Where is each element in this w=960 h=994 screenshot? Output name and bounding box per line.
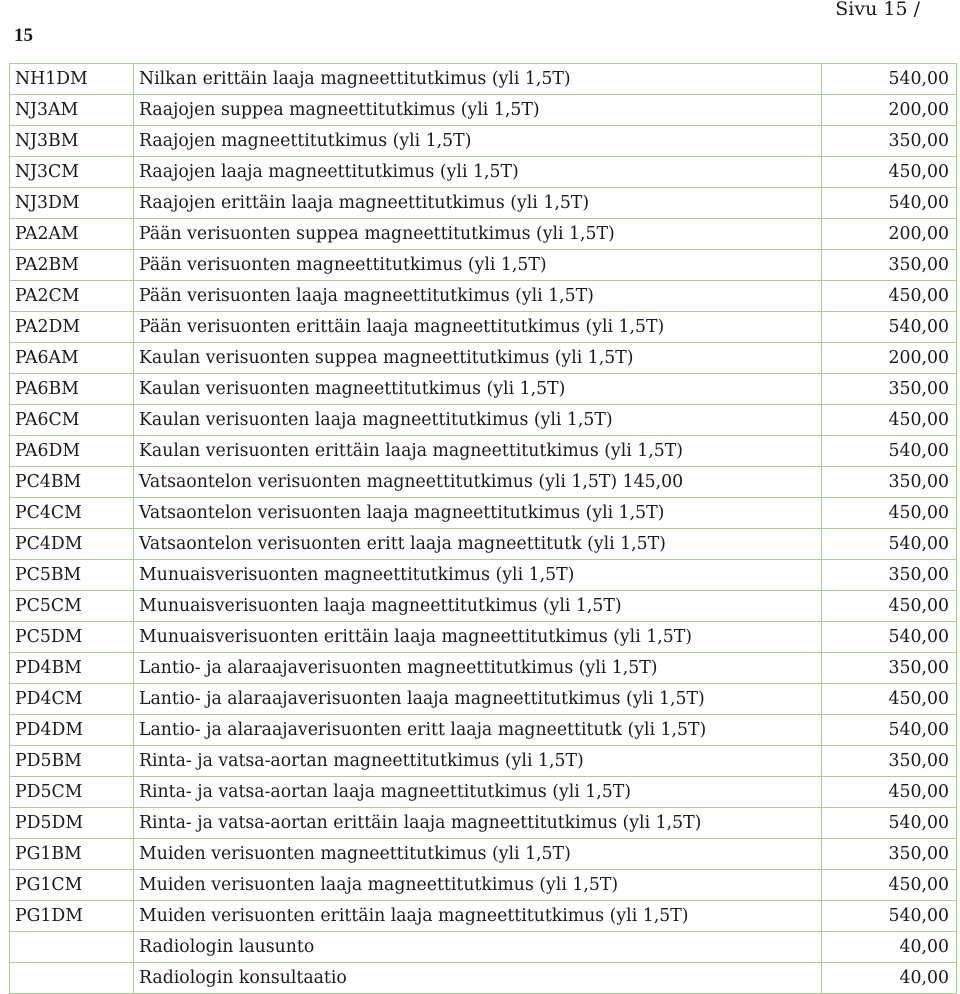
code-cell: PA2DM xyxy=(10,312,134,343)
table-row xyxy=(10,436,957,467)
price-cell: 450,00 xyxy=(822,870,957,901)
price-cell: 350,00 xyxy=(822,126,957,157)
page-number: 15 xyxy=(14,25,33,46)
price-table xyxy=(9,63,957,994)
code-cell: PC5CM xyxy=(10,591,134,622)
table-row xyxy=(10,777,957,808)
description-cell: Munuaisverisuonten laaja magneettitutkimus (yli 1,5T) xyxy=(134,591,822,622)
price-cell: 350,00 xyxy=(822,467,957,498)
price-cell: 350,00 xyxy=(822,839,957,870)
table-row xyxy=(10,312,957,343)
code-cell: NJ3DM xyxy=(10,188,134,219)
code-cell: PA2BM xyxy=(10,250,134,281)
table-row xyxy=(10,219,957,250)
price-cell: 540,00 xyxy=(822,715,957,746)
description-cell: Rinta- ja vatsa-aortan magneettitutkimus (yli 1,5T) xyxy=(134,746,822,777)
table-row xyxy=(10,498,957,529)
price-cell: 200,00 xyxy=(822,343,957,374)
description-cell: Raajojen magneettitutkimus (yli 1,5T) xyxy=(134,126,822,157)
price-cell: 540,00 xyxy=(822,808,957,839)
description-cell: Vatsaontelon verisuonten eritt laaja magneettitutk (yli 1,5T) xyxy=(134,529,822,560)
description-cell: Munuaisverisuonten magneettitutkimus (yli 1,5T) xyxy=(134,560,822,591)
description-cell: Muiden verisuonten laaja magneettitutkimus (yli 1,5T) xyxy=(134,870,822,901)
code-cell: NJ3AM xyxy=(10,95,134,126)
table-row xyxy=(10,157,957,188)
table-row xyxy=(10,653,957,684)
table-row xyxy=(10,250,957,281)
code-cell: PC5BM xyxy=(10,560,134,591)
table-row xyxy=(10,529,957,560)
code-cell: NJ3BM xyxy=(10,126,134,157)
code-cell xyxy=(10,932,134,963)
code-cell: NH1DM xyxy=(10,64,134,95)
price-cell: 200,00 xyxy=(822,219,957,250)
price-cell: 450,00 xyxy=(822,405,957,436)
description-cell: Lantio- ja alaraajaverisuonten eritt laaja magneettitutk (yli 1,5T) xyxy=(134,715,822,746)
description-cell: Muiden verisuonten magneettitutkimus (yli 1,5T) xyxy=(134,839,822,870)
code-cell: PC4BM xyxy=(10,467,134,498)
table-row xyxy=(10,560,957,591)
description-cell: Raajojen erittäin laaja magneettitutkimus (yli 1,5T) xyxy=(134,188,822,219)
code-cell: PD4CM xyxy=(10,684,134,715)
code-cell: PD4BM xyxy=(10,653,134,684)
table-row xyxy=(10,715,957,746)
code-cell: NJ3CM xyxy=(10,157,134,188)
description-cell: Muiden verisuonten erittäin laaja magneettitutkimus (yli 1,5T) xyxy=(134,901,822,932)
price-cell: 40,00 xyxy=(822,932,957,963)
price-cell: 540,00 xyxy=(822,312,957,343)
code-cell: PA6DM xyxy=(10,436,134,467)
description-cell: Pään verisuonten suppea magneettitutkimus (yli 1,5T) xyxy=(134,219,822,250)
price-cell: 350,00 xyxy=(822,746,957,777)
code-cell: PA2CM xyxy=(10,281,134,312)
code-cell: PD5BM xyxy=(10,746,134,777)
code-cell: PD5DM xyxy=(10,808,134,839)
description-cell: Vatsaontelon verisuonten magneettitutkimus (yli 1,5T) 145,00 xyxy=(134,467,822,498)
description-cell: Nilkan erittäin laaja magneettitutkimus (yli 1,5T) xyxy=(134,64,822,95)
description-cell: Radiologin konsultaatio xyxy=(134,963,822,994)
code-cell xyxy=(10,963,134,994)
table-row xyxy=(10,188,957,219)
price-table-body xyxy=(10,64,957,994)
code-cell: PA6CM xyxy=(10,405,134,436)
table-row xyxy=(10,467,957,498)
table-row xyxy=(10,343,957,374)
table-row xyxy=(10,591,957,622)
table-row xyxy=(10,684,957,715)
code-cell: PG1CM xyxy=(10,870,134,901)
description-cell: Kaulan verisuonten laaja magneettitutkimus (yli 1,5T) xyxy=(134,405,822,436)
price-cell: 450,00 xyxy=(822,281,957,312)
description-cell: Kaulan verisuonten erittäin laaja magneettitutkimus (yli 1,5T) xyxy=(134,436,822,467)
table-row xyxy=(10,932,957,963)
code-cell: PC5DM xyxy=(10,622,134,653)
description-cell: Radiologin lausunto xyxy=(134,932,822,963)
price-cell: 450,00 xyxy=(822,684,957,715)
table-row xyxy=(10,839,957,870)
description-cell: Rinta- ja vatsa-aortan laaja magneettitutkimus (yli 1,5T) xyxy=(134,777,822,808)
price-cell: 450,00 xyxy=(822,157,957,188)
table-row xyxy=(10,870,957,901)
code-cell: PD5CM xyxy=(10,777,134,808)
table-row xyxy=(10,95,957,126)
table-row xyxy=(10,405,957,436)
price-cell: 540,00 xyxy=(822,901,957,932)
description-cell: Pään verisuonten magneettitutkimus (yli 1,5T) xyxy=(134,250,822,281)
code-cell: PG1DM xyxy=(10,901,134,932)
description-cell: Munuaisverisuonten erittäin laaja magneettitutkimus (yli 1,5T) xyxy=(134,622,822,653)
price-cell: 540,00 xyxy=(822,64,957,95)
price-cell: 540,00 xyxy=(822,622,957,653)
description-cell: Raajojen laaja magneettitutkimus (yli 1,5T) xyxy=(134,157,822,188)
code-cell: PA6BM xyxy=(10,374,134,405)
price-cell: 450,00 xyxy=(822,777,957,808)
price-cell: 350,00 xyxy=(822,250,957,281)
table-row xyxy=(10,281,957,312)
table-row xyxy=(10,746,957,777)
page-label: Sivu 15 / xyxy=(835,0,920,20)
description-cell: Vatsaontelon verisuonten laaja magneettitutkimus (yli 1,5T) xyxy=(134,498,822,529)
description-cell: Rinta- ja vatsa-aortan erittäin laaja magneettitutkimus (yli 1,5T) xyxy=(134,808,822,839)
code-cell: PC4DM xyxy=(10,529,134,560)
description-cell: Raajojen suppea magneettitutkimus (yli 1,5T) xyxy=(134,95,822,126)
description-cell: Pään verisuonten erittäin laaja magneettitutkimus (yli 1,5T) xyxy=(134,312,822,343)
table-row xyxy=(10,901,957,932)
price-cell: 540,00 xyxy=(822,188,957,219)
table-row xyxy=(10,808,957,839)
table-row xyxy=(10,374,957,405)
code-cell: PA6AM xyxy=(10,343,134,374)
price-cell: 40,00 xyxy=(822,963,957,994)
code-cell: PD4DM xyxy=(10,715,134,746)
description-cell: Kaulan verisuonten suppea magneettitutkimus (yli 1,5T) xyxy=(134,343,822,374)
table-row xyxy=(10,622,957,653)
table-row xyxy=(10,126,957,157)
description-cell: Pään verisuonten laaja magneettitutkimus (yli 1,5T) xyxy=(134,281,822,312)
code-cell: PA2AM xyxy=(10,219,134,250)
price-cell: 540,00 xyxy=(822,436,957,467)
table-row xyxy=(10,64,957,95)
price-cell: 350,00 xyxy=(822,560,957,591)
table-row xyxy=(10,963,957,994)
code-cell: PG1BM xyxy=(10,839,134,870)
price-cell: 200,00 xyxy=(822,95,957,126)
description-cell: Lantio- ja alaraajaverisuonten magneettitutkimus (yli 1,5T) xyxy=(134,653,822,684)
price-cell: 450,00 xyxy=(822,591,957,622)
code-cell: PC4CM xyxy=(10,498,134,529)
price-cell: 350,00 xyxy=(822,653,957,684)
description-cell: Kaulan verisuonten magneettitutkimus (yli 1,5T) xyxy=(134,374,822,405)
description-cell: Lantio- ja alaraajaverisuonten laaja magneettitutkimus (yli 1,5T) xyxy=(134,684,822,715)
price-cell: 540,00 xyxy=(822,529,957,560)
price-cell: 450,00 xyxy=(822,498,957,529)
price-cell: 350,00 xyxy=(822,374,957,405)
